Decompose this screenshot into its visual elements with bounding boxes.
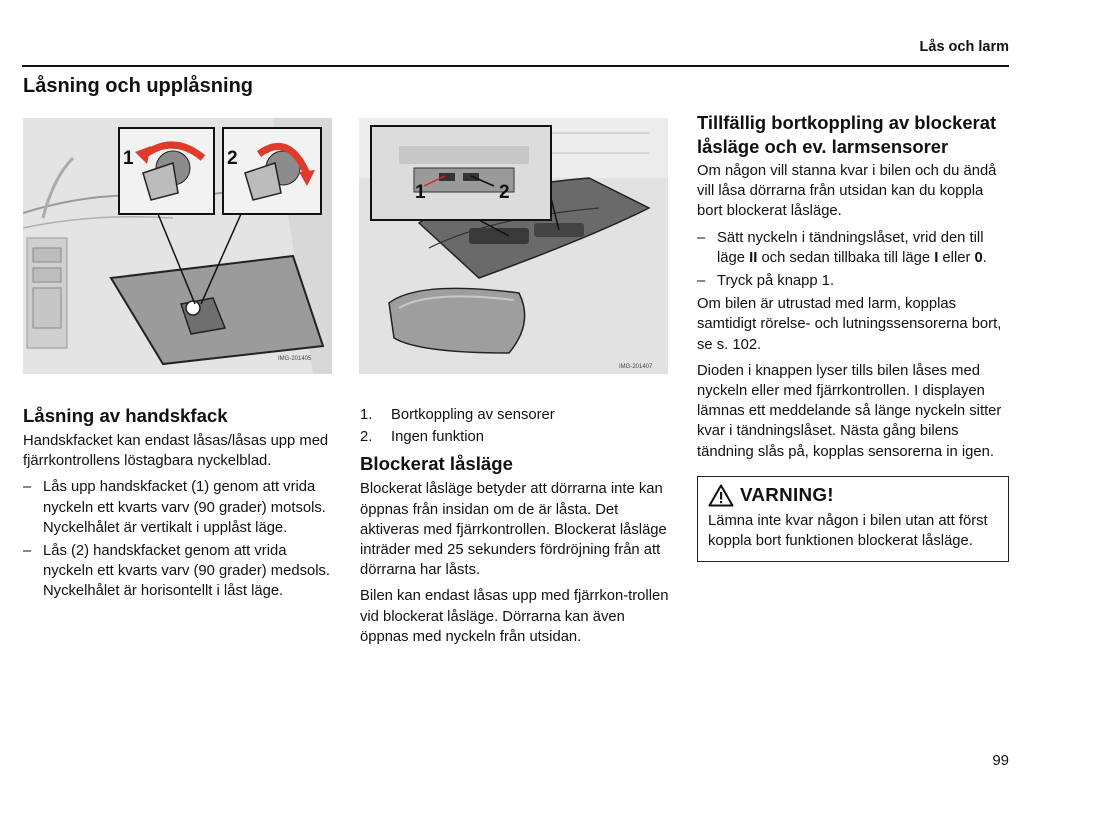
- page-number: 99: [992, 752, 1009, 769]
- list-number: 1.: [360, 407, 373, 423]
- list-number: 2.: [360, 429, 373, 446]
- step-text: Sätt nyckeln i tändningslåset, vrid den till läge II och sedan tillbaka till läge I eller 0.: [717, 229, 987, 266]
- list-item: [360, 405, 670, 425]
- temporary-disable-intro: Om någon vill stanna kvar i bilen och du ändå vill låsa dörrarna från utsidan kan du koppla bort blockerat låsläge.: [697, 163, 997, 220]
- callout-2-label: 2: [227, 148, 238, 169]
- list-item: [23, 477, 333, 538]
- temporary-disable-section: [697, 111, 1009, 562]
- step-text: Tryck på knapp 1.: [717, 273, 835, 290]
- image-code: IMG-201405: [278, 356, 312, 362]
- callout-1-label: 1: [123, 148, 134, 169]
- blocked-lock-heading: Blockerat låsläge: [360, 453, 513, 475]
- blocked-lock-section: [360, 405, 670, 653]
- step-text: Lås upp handskfacket (1) genom att vrida nyckeln ett kvarts varv (90 grader) motsols. Nyckelhålet är vertikalt i upplåst läge.: [43, 479, 326, 536]
- callout-2-label: 2: [499, 182, 510, 203]
- list-text: Bortkoppling av sensorer: [391, 407, 555, 423]
- list-item: [697, 271, 1009, 291]
- glovebox-heading: Låsning av handskfack: [23, 405, 228, 426]
- ignition-position-0: 0: [974, 249, 983, 266]
- diode-para: Dioden i knappen lyser tills bilen låses med nyckeln eller med fjärrkontrollen. I displayen lämnas ett meddelande så länge nyckeln sitter kvar i tändningslåset. Nästa gång bilens tändning slås på, kopplas sensorerna in igen.: [697, 362, 1002, 460]
- blocked-lock-para-1: Blockerat låsläge betyder att dörrarna inte kan öppnas från insidan om de är låsta. Det aktiveras med fjärrkontrollen. Blockerat låsläge inträder med 25 sekunders fördröjning från att dörrarna har låsts.: [360, 481, 667, 579]
- warning-box: [697, 476, 1009, 562]
- warning-text: Lämna inte kvar någon i bilen utan att först koppla bort funktionen blockerat låsläge.: [708, 512, 988, 550]
- list-text: Ingen funktion: [391, 429, 484, 446]
- ignition-position-ii: II: [749, 249, 758, 266]
- list-item: [697, 228, 1009, 268]
- glovebox-lock-illustration: [23, 118, 332, 374]
- warning-title: VARNING!: [740, 484, 834, 506]
- ignition-position-i: I: [934, 249, 939, 266]
- temporary-disable-heading: Tillfällig bortkoppling av blockerat låsläge och ev. larmsensorer: [697, 112, 997, 157]
- blocked-lock-para-2: Bilen kan endast låsas upp med fjärrkon-trollen vid blockerat låsläge. Dörrarna kan även öppnas med nyckeln från utsidan.: [360, 588, 669, 645]
- glovebox-intro: Handskfacket kan endast låsas/låsas upp med fjärrkontrollens löstagbara nyckelblad.: [23, 433, 329, 470]
- dash-bullet: –: [23, 479, 32, 496]
- list-item: [23, 541, 333, 602]
- warning-triangle-icon: [708, 484, 734, 507]
- list-item: [360, 427, 670, 447]
- dash-bullet: –: [23, 543, 32, 560]
- warning-title-row: [708, 484, 1000, 507]
- image-code: IMG-201407: [619, 364, 653, 370]
- header-section-title: Lås och larm: [919, 39, 1009, 55]
- callout-1-label: 1: [415, 182, 426, 203]
- sensor-para: Om bilen är utrustad med larm, kopplas samtidigt rörelse- och lutningssensorerna bort, se s. 102.: [697, 296, 1002, 353]
- glovebox-section: [23, 405, 333, 605]
- page-title: Låsning och upplåsning: [23, 75, 253, 97]
- dash-bullet: –: [697, 229, 706, 246]
- dash-bullet: –: [697, 273, 706, 290]
- header-rule: [22, 65, 1009, 67]
- roof-console-illustration: [359, 118, 668, 374]
- step-text: Lås (2) handskfacket genom att vrida nyckeln ett kvarts varv (90 grader) medsols. Nyckelhålet är horisontellt i låst läge.: [43, 543, 331, 600]
